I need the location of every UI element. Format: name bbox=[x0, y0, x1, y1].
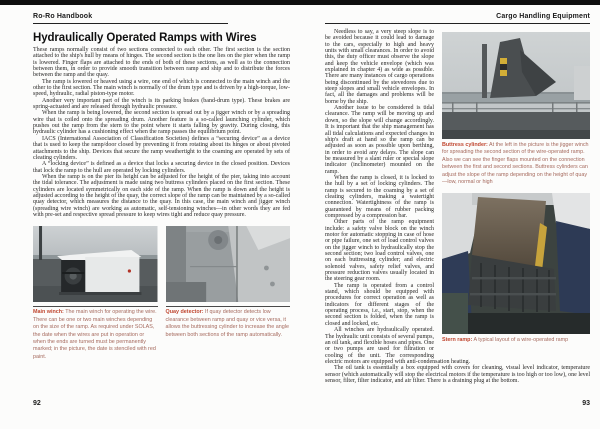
paragraph: All winches are hydraulically operated. The hydraulic unit consists of several pumps, an oil tank, and flexible hoses and pipes. One or two pumps are used for filtration or cooling of the unit. The corresponding electric motors are equipped with anti-condensation heating. bbox=[325, 327, 471, 365]
quay-detector-photo bbox=[166, 226, 291, 302]
right-page bbox=[325, 13, 590, 384]
left-page-figures bbox=[33, 226, 290, 361]
page-number-left: 92 bbox=[33, 400, 41, 407]
figure-caption bbox=[442, 142, 590, 186]
stern-ramp-photo bbox=[442, 193, 590, 334]
hull-blue bbox=[556, 221, 590, 315]
paragraph: Needless to say, a very steep slope is to be avoided because it could lead to damage to the cars, especially to high and heavy units with small clearances. In order to avoid this, the duty officer must observe the slope and keep the vehicle envelope (which was explained in chapter 4) as wide as possible. There are many instances of cargo operations being discontinued by the stevedores due to steep slopes and small vehicle envelopes. In fact, all the damages and problems will be borne by the ship. bbox=[325, 29, 434, 105]
caption-lead: Stern ramp: bbox=[442, 337, 473, 344]
page-title: Hydraulically Operated Ramps with Wires bbox=[33, 32, 257, 44]
right-page-figures bbox=[442, 32, 590, 352]
caption-rule bbox=[166, 306, 291, 307]
paragraph: A “locking device” is defined as a device that locks a securing device in the closed position. Devices that lock the ramp to the hull are operated by locking cylinders. bbox=[33, 161, 290, 174]
caption-lead: Main winch: bbox=[33, 309, 64, 316]
paragraph: Another very important part of the winch is its parking brakes (band-drum type). These brakes are spring-actuated and are released through hydraulic pressure. bbox=[33, 97, 290, 111]
running-title-left: Ro-Ro Handbook bbox=[33, 13, 93, 20]
caption-lead: Buttress cylinder: bbox=[442, 142, 488, 148]
hazard-stripe bbox=[500, 58, 507, 64]
paragraph: These ramps normally consist of two sections connected to each other. The first section is the section attached to the ship's hull by means of hinges. The second section is the one lies on the pier when the ramp is lowered. Finger flaps are attached to the ends of both of these sections, as well as to the connection between them, in order to provide smooth transition between ramp and ship and to distribute the forces between the ramp and the quay. bbox=[33, 47, 290, 79]
buttress-cylinder-photo bbox=[442, 32, 590, 139]
left-page bbox=[33, 13, 290, 361]
figure-caption bbox=[166, 309, 291, 339]
figure-caption bbox=[442, 337, 590, 344]
figure-quay-detector bbox=[166, 226, 291, 361]
paragraph: IACS (International Association of Classification Societies) defines a “securing device” as a device that is used to keep the ramp/door closed by preventing it from rotating about its hinges or about pivoted attachments to the ship. Devices that secure the ramp weathertight to the coaming are operated by sets of cleating cylinders. bbox=[33, 135, 290, 161]
left-page-body bbox=[33, 47, 290, 218]
figure-main-winch bbox=[33, 226, 158, 361]
paragraph: The ramp is lowered or heaved using a wire, one end of which is connected to the main winch and the other to the first section. The main winch is normally of the drum type and is driven by a high-torque, low-speed, hydraulic, radial piston-type motor. bbox=[33, 78, 290, 98]
paragraph: Another issue to be considered is tidal clearance. The ramp will be moving up and down, so the slope will change accordingly. It is important that the ship management has all tidal calculations and expected changes in ship's draft at hand so the ramp can be adjusted as soon as possible upon berthing, in order to avoid any delays. The slope can be measured by a slant ruler or special slope indicator (inclinometer) mounted on the ramp. bbox=[325, 105, 434, 175]
paragraph: Other parts of the ramp equipment include: a safety valve block on the winch motor for automatic stopping in case of hose or pipe failure, one set of load control valves on the jigger winch to hydraulically stop the second section; two load control valves, one on each buttressing cylinder; and electric solenoid valves, safety relief valves, and pressure reduction valves usually located in the steering gear room. bbox=[325, 219, 434, 283]
scan-top-edge-bar bbox=[0, 0, 600, 5]
paragraph: The ramp is operated from a control stand, which should be equipped with procedures for correct operation as well as indicators for different stages of the operating process, i.e., start, stop, when the second section is folded, when the ramp is closed and locked, etc. bbox=[325, 282, 434, 327]
paragraph: When the ramp is on the pier its height can be adjusted for the height of the pier, taking into account the tidal tolerance. The adjustment is made using two buttress cylinders placed on the first section. These cylinders are located symmetrically on each side of the ramp. When the ramp is down and the height is adjusted according to the height of the quay, the correct slope of the ramp can be maintained by a so-called quay detector, which measures the distance to the quay. In this case, the main winch and jigger winch (spreading wire winch) are working as automatic, self-tensioning winches—in other words they are fed with pre-set and respective spread pressure to keep wires tight and reduce quay pressure. bbox=[33, 173, 290, 218]
right-page-body bbox=[325, 29, 590, 384]
ramp-surface bbox=[472, 197, 546, 267]
paragraph: When the ramp is being lowered, the second section is spread out by a jigger winch or by a spreading wire that is coiled onto the spreading drum. Another feature is a so-called launching cylinder, which pushes out the ramp from the stern to the point where it starts falling by gravity. During closing, this hydraulic cylinder has a cushioning effect when the ramp passes the equilibrium point. bbox=[33, 110, 290, 136]
caption-lead: Quay detector: bbox=[165, 309, 204, 316]
paragraph: When the ramp is closed, it is locked to the hull by a set of locking cylinders. The ramp is secured to the coaming by a set of cleating cylinders, making a watertight connection. Watertightness of the ramp is guaranteed by means of rubber packing compressed by a compression bar. bbox=[325, 174, 434, 219]
caption-rule bbox=[33, 306, 158, 307]
header-rule-right bbox=[325, 23, 590, 24]
caption-text: At the left in the picture is the jigger winch for spreading the second section of the wire-operated ramp. Also we can see the finger flaps mounted on the connection between the first and second sections. Buttress cylinders can adjust the slope of the ramp depending on the height of quay—low, normal or high bbox=[442, 142, 589, 186]
page-number-right: 93 bbox=[582, 400, 590, 407]
figure-caption bbox=[33, 309, 158, 361]
main-winch-photo bbox=[33, 226, 158, 302]
running-title-right: Cargo Handling Equipment bbox=[496, 13, 590, 20]
paragraph: The oil tank is essentially a box equipped with covers for cleaning, visual level indicator, temperature sensor (which automatically will stop the electrical motors if the temperature is too high or too low), one level sensor, filter, filter indicator, and air filter. There is a draining plug at the bottom. bbox=[325, 365, 590, 384]
caption-text: The main winch for operating the wire. There can be one or two main winches depending on the size of the ramp. As required under SOLAS, the date when the wires are put in operation or when the ends are turned must be permanently marked; in the picture, the date is stenciled with red paint. bbox=[33, 309, 157, 360]
mast bbox=[39, 226, 42, 260]
caption-text: If quay detector detects low clearance between ramp and quay or vice versa, it allows the buttressing cylinder to increase the angle between both sections of the ramp automatically. bbox=[165, 309, 289, 338]
red-date-mark bbox=[128, 270, 131, 273]
caption-text: A typical layout of a wire-operated ramp bbox=[472, 337, 569, 344]
header-rule-left bbox=[33, 23, 228, 24]
